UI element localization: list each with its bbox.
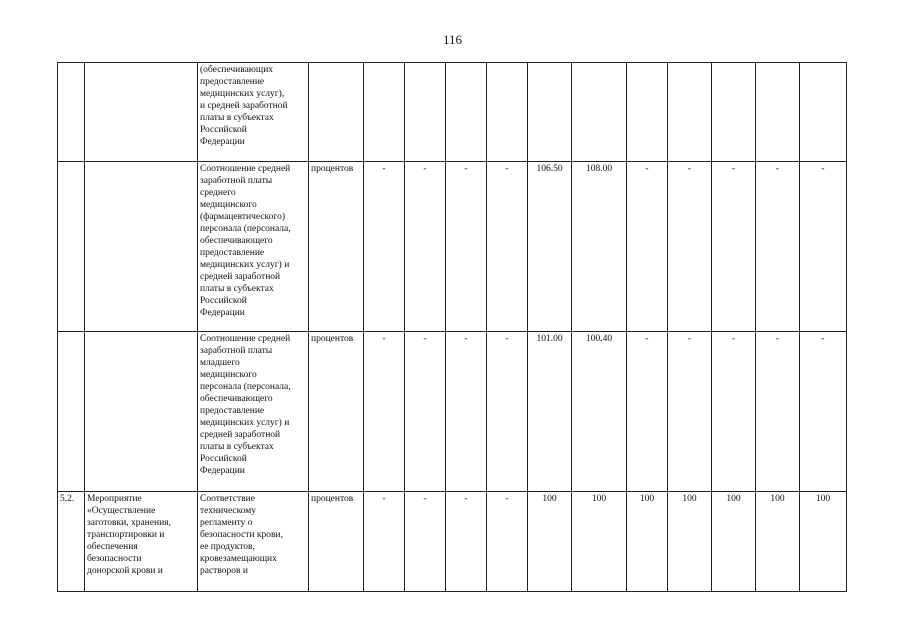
cell-year-value: - (487, 162, 528, 332)
cell-indicator (198, 332, 309, 492)
indicator-line: Федерации (200, 137, 245, 147)
indicator-line: среднего (200, 188, 236, 198)
indicator-line: растворов и (200, 566, 248, 576)
cell-number (58, 63, 85, 162)
cell-number (58, 162, 85, 332)
cell-year-value: - (487, 492, 528, 592)
indicator-line: предоставление (200, 248, 265, 258)
cell-year-value: 108.00 (572, 162, 627, 332)
cell-year-value: - (405, 492, 446, 592)
cell-year-value (668, 63, 712, 162)
cell-year-value (800, 63, 847, 162)
cell-year-value: - (405, 162, 446, 332)
indicator-line: (фармацевтического) (200, 212, 285, 222)
cell-year-value: - (364, 332, 405, 492)
cell-year-value (712, 63, 756, 162)
table-row (58, 492, 847, 592)
cell-year-value: - (446, 492, 487, 592)
cell-year-value: - (627, 162, 668, 332)
cell-year-value: 100 (712, 492, 756, 592)
indicator-line: Федерации (200, 308, 245, 318)
cell-unit (309, 63, 364, 162)
cell-year-value: - (712, 332, 756, 492)
indicator-line: обеспечивающего (200, 394, 273, 404)
cell-year-value: 100.40 (572, 332, 627, 492)
cell-year-value: - (756, 162, 800, 332)
table-row (58, 162, 847, 332)
cell-year-value: - (487, 332, 528, 492)
indicator-line: Российской (200, 454, 247, 464)
cell-year-value (756, 63, 800, 162)
cell-year-value (405, 63, 446, 162)
cell-number: 5.2. (58, 492, 85, 592)
cell-year-value: - (668, 332, 712, 492)
cell-year-value: - (756, 332, 800, 492)
cell-event (85, 162, 198, 332)
indicators-table (57, 62, 847, 592)
cell-year-value (572, 63, 627, 162)
cell-year-value: - (800, 332, 847, 492)
cell-unit: процентов (309, 332, 364, 492)
cell-year-value: 100 (572, 492, 627, 592)
cell-year-value: 100 (668, 492, 712, 592)
indicator-line: младшего (200, 358, 240, 368)
cell-year-value: 100 (800, 492, 847, 592)
indicator-line: Российской (200, 125, 247, 135)
indicator-line: предоставление (200, 406, 265, 416)
cell-indicator (198, 162, 309, 332)
indicator-line: техническому (200, 506, 257, 516)
event-line: обеспечения (87, 542, 138, 552)
indicator-line: платы в субъектах (200, 284, 274, 294)
event-line: заготовки, хранения, (87, 518, 171, 528)
cell-year-value: 106.50 (528, 162, 572, 332)
indicator-line: медицинских услуг), (200, 89, 285, 99)
cell-year-value: - (446, 332, 487, 492)
indicator-line: средней заработной (200, 430, 281, 440)
indicator-line: средней заработной (200, 272, 281, 282)
indicator-line: ее продуктов, (200, 542, 255, 552)
indicator-line: медицинского (200, 200, 257, 210)
cell-year-value: 100 (528, 492, 572, 592)
cell-year-value: - (668, 162, 712, 332)
event-line: безопасности (87, 554, 142, 564)
indicator-line: Соотношение средней (200, 334, 291, 344)
cell-year-value: - (712, 162, 756, 332)
cell-event (85, 492, 198, 592)
cell-indicator (198, 492, 309, 592)
table-row (58, 63, 847, 162)
indicator-line: безопасности крови, (200, 530, 283, 540)
indicator-line: Соответствие (200, 494, 255, 504)
cell-year-value: 101.00 (528, 332, 572, 492)
cell-year-value (487, 63, 528, 162)
indicator-line: медицинского (200, 370, 257, 380)
cell-year-value: - (627, 332, 668, 492)
event-line: транспортировки и (87, 530, 165, 540)
table-row (58, 332, 847, 492)
event-line: Мероприятие (87, 494, 142, 504)
indicator-line: заработной платы (200, 176, 273, 186)
indicator-line: предоставление (200, 77, 265, 87)
cell-unit: процентов (309, 162, 364, 332)
cell-year-value (528, 63, 572, 162)
cell-year-value: - (446, 162, 487, 332)
indicator-line: Соотношение средней (200, 164, 291, 174)
indicator-line: кровезамещающих (200, 554, 277, 564)
cell-event (85, 332, 198, 492)
indicator-line: регламенту о (200, 518, 253, 528)
page-number: 116 (442, 32, 463, 47)
cell-year-value (446, 63, 487, 162)
cell-year-value (364, 63, 405, 162)
indicator-line: персонала (персонала, (200, 224, 291, 234)
indicator-line: медицинских услуг) и (200, 418, 290, 428)
indicator-line: медицинских услуг) и (200, 260, 290, 270)
indicator-line: (обеспечивающих (200, 65, 274, 75)
indicator-line: Федерации (200, 466, 245, 476)
indicator-line: и средней заработной (200, 101, 288, 111)
event-line: донорской крови и (87, 566, 163, 576)
cell-year-value: - (405, 332, 446, 492)
cell-event (85, 63, 198, 162)
cell-year-value: - (800, 162, 847, 332)
cell-year-value: - (364, 492, 405, 592)
indicator-line: персонала (персонала, (200, 382, 291, 392)
cell-indicator (198, 63, 309, 162)
event-line: «Осуществление (87, 506, 156, 516)
indicator-line: платы в субъектах (200, 442, 274, 452)
cell-unit: процентов (309, 492, 364, 592)
indicator-line: Российской (200, 296, 247, 306)
cell-year-value: 100 (627, 492, 668, 592)
cell-year-value (627, 63, 668, 162)
cell-number (58, 332, 85, 492)
indicator-line: платы в субъектах (200, 113, 274, 123)
indicator-line: заработной платы (200, 346, 273, 356)
cell-year-value: - (364, 162, 405, 332)
indicator-line: обеспечивающего (200, 236, 273, 246)
cell-year-value: 100 (756, 492, 800, 592)
